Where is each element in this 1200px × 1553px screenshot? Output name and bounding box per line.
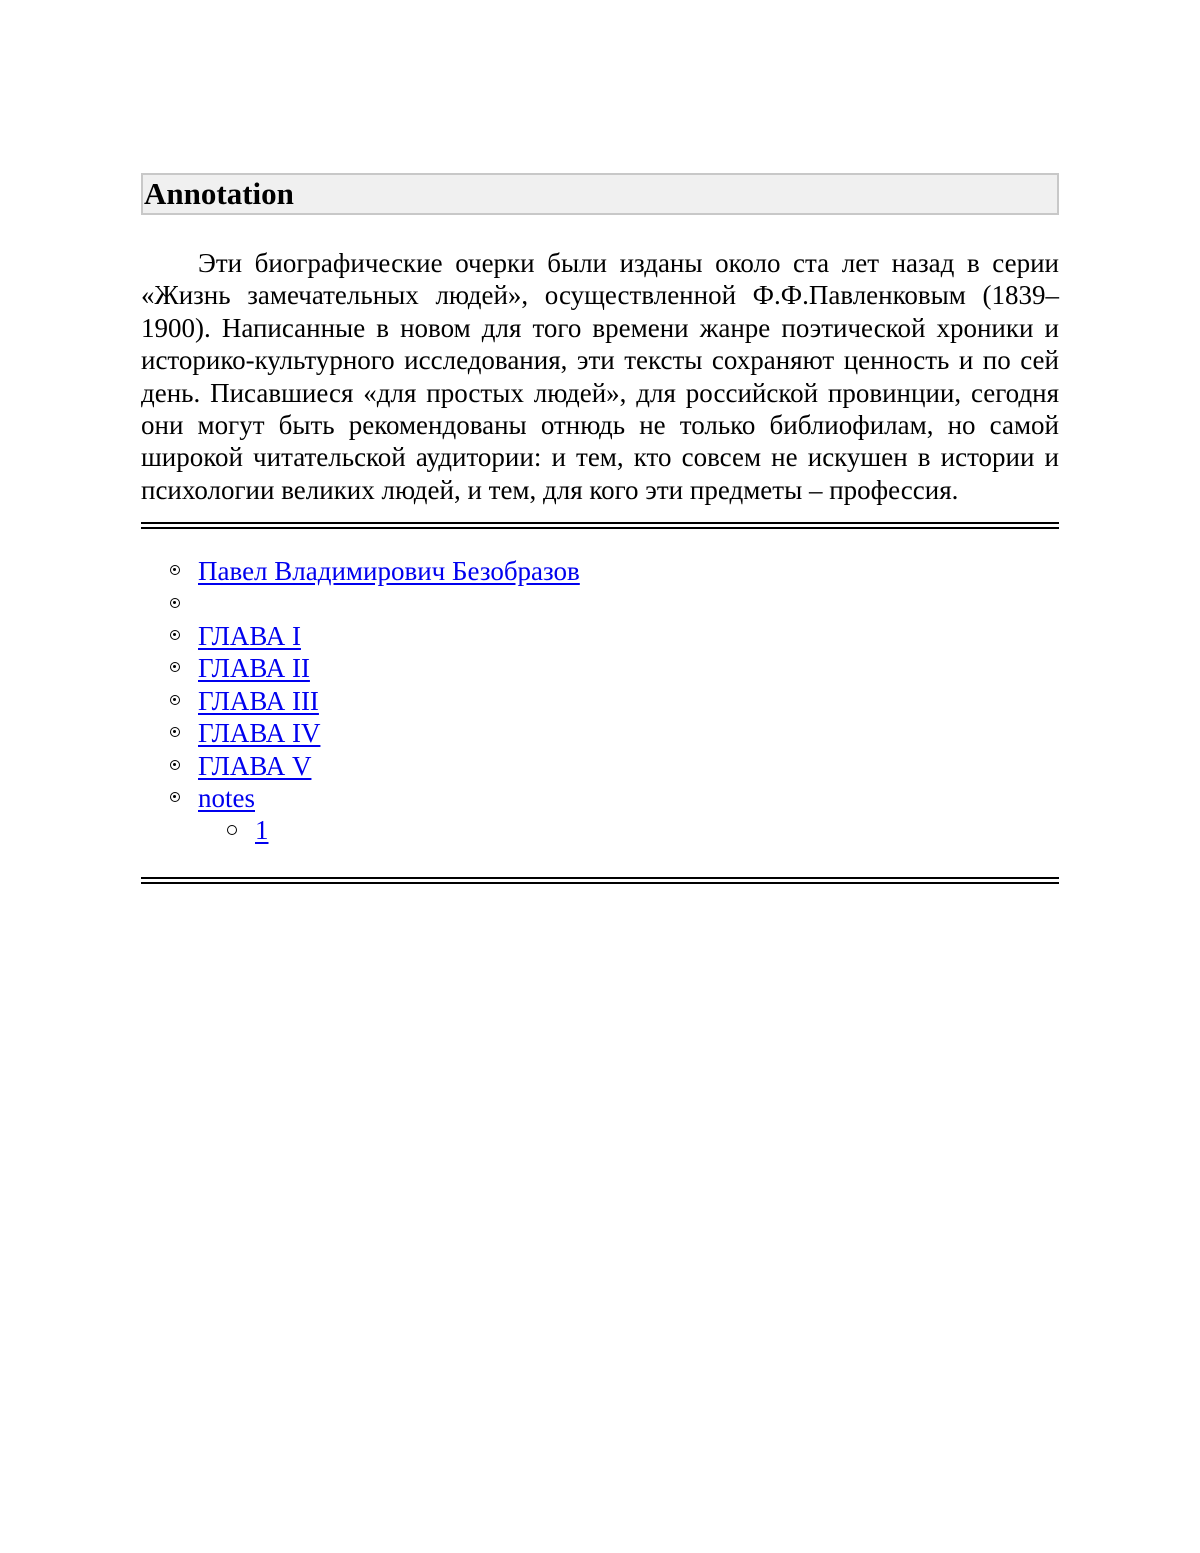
toc-link-chapter-5[interactable]: ГЛАВА V xyxy=(198,750,312,781)
toc-item xyxy=(198,620,1059,652)
toc-link-note-1[interactable]: 1 xyxy=(255,815,269,846)
toc-link-chapter-3[interactable]: ГЛАВА III xyxy=(198,685,319,716)
toc-item xyxy=(198,717,1059,749)
toc-link-chapter-1[interactable]: ГЛАВА I xyxy=(198,621,301,652)
toc-link-notes[interactable]: notes xyxy=(198,782,255,813)
toc-item xyxy=(198,555,1059,587)
toc-item xyxy=(198,588,1059,620)
table-of-contents xyxy=(141,555,1059,847)
bullet-icon xyxy=(170,760,180,770)
bullet-icon xyxy=(170,695,180,705)
toc-item xyxy=(198,685,1059,717)
toc-item xyxy=(198,782,1059,847)
bullet-icon xyxy=(170,598,180,608)
document-page xyxy=(141,173,1059,884)
bullet-icon xyxy=(170,630,180,640)
toc-item xyxy=(198,750,1059,782)
bullet-icon xyxy=(170,565,180,575)
annotation-paragraph: Эти биографические очерки были изданы около ста лет назад в серии «Жизнь замечательных людей», осуществленной Ф.Ф.Павленковым (1839–1900). Написанные в новом для того времени жанре поэтической хроники и историко-культурного исследования, эти тексты сохраняют ценность и по сей день. Писавшиеся «для простых людей», для российской провинции, сегодня они могут быть рекомендованы отнюдь не только библиофилам, но самой широкой читательской аудитории: и тем, кто совсем не искушен в истории и психологии великих людей, и тем, для кого эти предметы – профессия. xyxy=(141,248,1059,505)
toc-subitem xyxy=(255,814,1059,846)
horizontal-rule xyxy=(141,522,1059,529)
bullet-icon xyxy=(170,662,180,672)
circle-bullet-icon xyxy=(227,825,237,835)
annotation-heading: Annotation xyxy=(141,173,1059,215)
toc-link-chapter-4[interactable]: ГЛАВА IV xyxy=(198,718,321,749)
toc-notes-sublist xyxy=(198,814,1059,846)
toc-link-chapter-2[interactable]: ГЛАВА II xyxy=(198,653,310,684)
toc-item xyxy=(198,652,1059,684)
bullet-icon xyxy=(170,792,180,802)
toc-link-author[interactable]: Павел Владимирович Безобразов xyxy=(198,556,580,587)
horizontal-rule xyxy=(141,877,1059,884)
bullet-icon xyxy=(170,727,180,737)
